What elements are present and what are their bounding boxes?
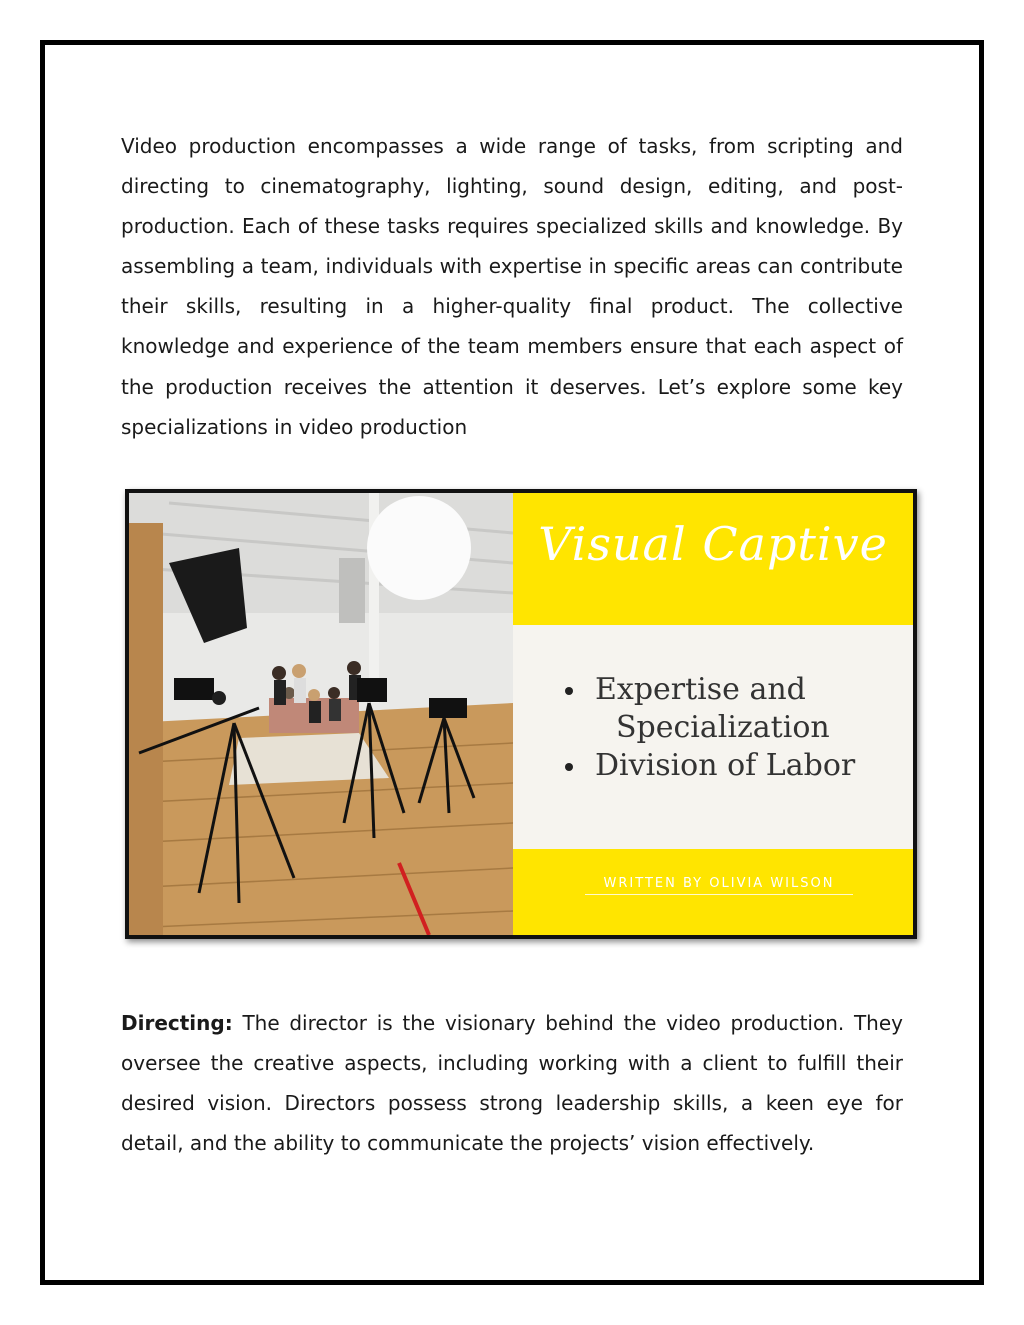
slide-title: Visual Captive [538, 517, 888, 571]
bullet-text: Expertise and [595, 672, 806, 707]
intro-paragraph: Video production encompasses a wide range of tasks, from scripting and directing to cinematography, lighting, sound design, editing, and post-production. Each of these tasks requires specialized skills and knowledge. By assembling a team, individuals with expertise in specific areas can contribute their skills, resulting in a higher-quality final product. The collective knowledge and experience of the team members ensure that each aspect of the production receives the attention it deserves. Let’s explore some key specializations in video production [121, 134, 903, 439]
slide-byline: WRITTEN BY OLIVIA WILSON [603, 876, 835, 891]
directing-heading: Directing: [121, 1011, 233, 1035]
slide-footer-band [513, 849, 913, 935]
bullet-item [559, 671, 855, 747]
bullet-icon [565, 687, 573, 695]
bullet-item [559, 747, 855, 785]
bullet-text: Division of Labor [595, 748, 856, 783]
directing-body: The director is the visionary behind the video production. They oversee the creative aspects, including working with a client to fulfill their desired vision. Directors possess strong leadership skills, a keen eye for detail, and the ability to communicate the projects’ vision effectively. [121, 1011, 903, 1156]
studio-photo [129, 493, 513, 935]
title-slide [513, 493, 913, 935]
featured-image [125, 489, 917, 939]
slide-bullet-list [559, 671, 855, 785]
byline-underline [585, 894, 853, 895]
bullet-text-continued: Specialization [616, 710, 830, 745]
slide-header-band [513, 493, 913, 625]
bullet-icon [565, 763, 573, 771]
directing-paragraph [121, 1003, 903, 1163]
